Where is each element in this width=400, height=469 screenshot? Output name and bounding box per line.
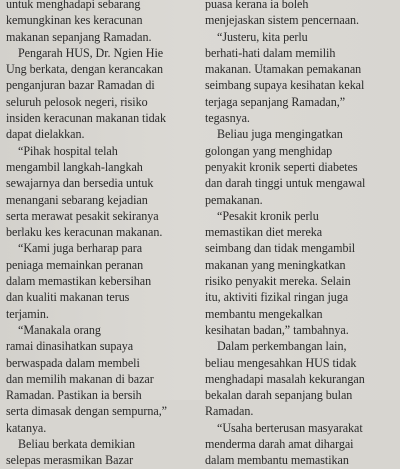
text-line: itu, aktiviti fizikal ringan juga — [205, 290, 349, 305]
text-line: dan darah tinggi untuk mengawal — [205, 176, 366, 191]
text-line: kemungkinan kes keracunan — [6, 13, 143, 28]
text-line: makanan yang meningkatkan — [205, 257, 346, 272]
text-line: Dalam perkembangan lain, — [217, 339, 347, 354]
text-line: tegasnya. — [205, 111, 250, 126]
text-line: menjejaskan sistem pencernaan. — [205, 13, 359, 28]
article-paragraph — [205, 126, 393, 207]
article-paragraph — [6, 436, 198, 469]
text-line: Beliau juga mengingatkan — [217, 127, 343, 142]
text-line: seimbang supaya kesihatan kekal — [205, 78, 365, 93]
article-column-right — [205, 0, 393, 469]
text-line: penyakit kronik seperti diabetes — [205, 159, 358, 174]
text-line: insiden keracunan makanan tidak — [6, 111, 166, 126]
text-line: katanya. — [6, 420, 47, 435]
text-line: membantu mengekalkan — [205, 306, 323, 321]
text-line: Ramadan. Pastikan ia bersih — [6, 388, 142, 403]
text-line: Ramadan. — [205, 404, 254, 419]
text-line: puasa kerana ia boleh — [205, 0, 309, 11]
article-column-left — [6, 0, 198, 469]
article-paragraph — [205, 338, 393, 419]
text-line: ramai dinasihatkan supaya — [6, 339, 134, 354]
article-paragraph — [205, 29, 393, 127]
text-line: penganjuran bazar Ramadan di — [6, 78, 155, 93]
article-paragraph — [205, 208, 393, 338]
text-line: dan kualiti makanan terus — [6, 290, 130, 305]
text-line: makanan sepanjang Ramadan. — [6, 29, 152, 44]
text-line: kesihatan badan,” tambahnya. — [205, 322, 349, 337]
text-line: sewajarnya dan bersedia untuk — [6, 176, 154, 191]
text-line: Ung berkata, dengan kerancakan — [6, 62, 163, 77]
text-line: “Kami juga berharap para — [18, 241, 143, 256]
text-line: dan memilih makanan di bazar — [6, 371, 154, 386]
text-line: menderma darah amat dihargai — [205, 437, 354, 452]
text-line: “Pesakit kronik perlu — [217, 208, 319, 223]
article-paragraph — [205, 0, 393, 29]
text-line: mengambil langkah-langkah — [6, 159, 143, 174]
text-line: berlaku kes keracunan makanan. — [6, 225, 163, 240]
text-line: seluruh pelosok negeri, risiko — [6, 94, 148, 109]
text-line: serta merawat pesakit sekiranya — [6, 208, 159, 223]
text-line: berhati-hati dalam memilih — [205, 45, 336, 60]
text-line: risiko penyakit mereka. Selain — [205, 274, 351, 289]
text-line: “Usaha berterusan masyarakat — [217, 420, 363, 435]
text-line: terjamin. — [6, 306, 49, 321]
text-line: seimbang dan tidak mengambil — [205, 241, 356, 256]
article-paragraph — [6, 0, 198, 45]
text-line: dalam memastikan kebersihan — [6, 274, 152, 289]
text-line: “Manakala orang — [18, 322, 101, 337]
article-paragraph — [6, 45, 198, 143]
article-paragraph — [205, 420, 393, 469]
text-line: menghadapi masalah kekurangan — [205, 371, 365, 386]
article-paragraph — [6, 143, 198, 241]
text-line: “Pihak hospital telah — [18, 143, 118, 158]
article-paragraph — [6, 240, 198, 321]
text-line: memastikan diet mereka — [205, 225, 323, 240]
text-line: dalam membantu memastikan — [205, 453, 349, 468]
text-line: Pengarah HUS, Dr. Ngien Hie — [18, 45, 164, 60]
text-line: terjaga sepanjang Ramadan,” — [205, 94, 346, 109]
text-line: selepas merasmikan Bazar — [6, 453, 134, 468]
text-line: berwaspada dalam membeli — [6, 355, 140, 370]
text-line: serta dimasak dengan sempurna,” — [6, 404, 167, 419]
text-line: Beliau berkata demikian — [18, 437, 136, 452]
text-line: pemakanan. — [205, 192, 263, 207]
article-paragraph — [6, 322, 198, 436]
text-line: untuk menghadapi sebarang — [6, 0, 141, 11]
text-line: beliau mengesahkan HUS tidak — [205, 355, 357, 370]
text-line: peniaga memainkan peranan — [6, 257, 144, 272]
text-line: golongan yang menghidap — [205, 143, 333, 158]
text-line: bekalan darah sepanjang bulan — [205, 388, 353, 403]
text-line: menangani sebarang kejadian — [6, 192, 148, 207]
text-line: dapat dielakkan. — [6, 127, 85, 142]
text-line: “Justeru, kita perlu — [217, 29, 308, 44]
text-line: makanan. Utamakan pemakanan — [205, 62, 362, 77]
